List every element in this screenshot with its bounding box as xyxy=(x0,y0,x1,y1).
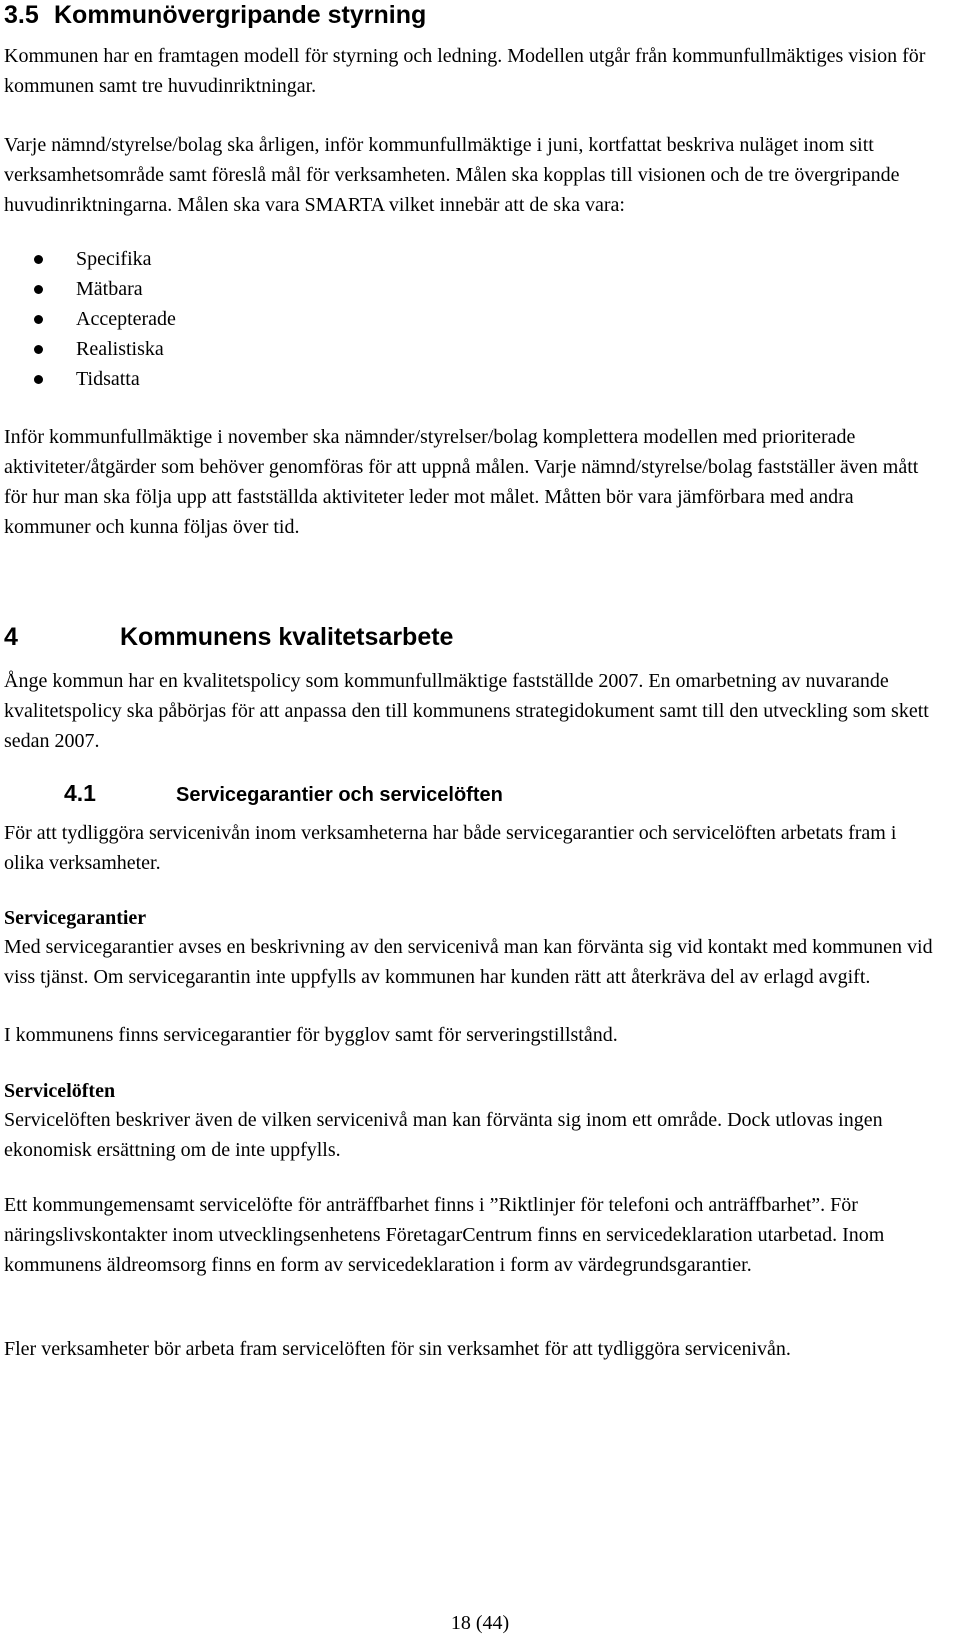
list-item: Specifika xyxy=(4,244,940,274)
bullet-icon xyxy=(34,285,43,294)
section-4-1-heading xyxy=(64,778,940,810)
section-4-1-number: 4.1 xyxy=(64,780,96,806)
section-3-5-title: Kommunövergripande styrning xyxy=(54,1,427,29)
bullet-icon xyxy=(34,345,43,354)
servicelöften-paragraph-2: Ett kommungemensamt servicelöfte för anträffbarhet finns i ”Riktlinjer för telefoni och anträffbarhet”. För näringslivskontakter inom utvecklingsenhetens FöretagarCentrum finns en servicedeklaration utarbetad. Inom kommunens äldreomsorg finns en form av servicedeklaration i form av värdegrundsgarantier. xyxy=(4,1194,885,1276)
bullet-icon xyxy=(34,375,43,384)
servicegarantier-paragraph-2: I kommunens finns servicegarantier för bygglov samt för serveringstillstånd. xyxy=(4,1024,618,1046)
section-4-paragraph-1: Ånge kommun har en kvalitetspolicy som kommunfullmäktige fastställde 2007. En omarbetning av nuvarande kvalitetspolicy ska påbörjas för att anpassa den till kommunens strategidokument samt till den utveckling som skett sedan 2007. xyxy=(4,670,929,752)
list-item: Tidsatta xyxy=(4,364,940,394)
list-item: Realistiska xyxy=(4,334,940,364)
section-4-heading xyxy=(4,622,940,652)
servicelöften-paragraph-1: Servicelöften beskriver även de vilken servicenivå man kan förvänta sig inom ett område. Dock utlovas ingen ekonomisk ersättning om de inte uppfylls. xyxy=(4,1109,883,1161)
section-4-1-title: Servicegarantier och servicelöften xyxy=(176,784,503,806)
section-4-title: Kommunens kvalitetsarbete xyxy=(120,623,454,651)
section-4-number: 4 xyxy=(4,623,18,651)
section-3-5-heading xyxy=(4,0,940,30)
servicelöften-paragraph-3: Fler verksamheter bör arbeta fram servicelöften för sin verksamhet för att tydliggöra servicenivån. xyxy=(4,1338,791,1360)
section-4-1-paragraph-1: För att tydliggöra servicenivån inom verksamheterna har både servicegarantier och servicelöften arbetats fram i olika verksamheter. xyxy=(4,822,897,874)
bullet-icon xyxy=(34,255,43,264)
servicegarantier-paragraph-1: Med servicegarantier avses en beskrivning av den servicenivå man kan förvänta sig vid kontakt med kommunen vid viss tjänst. Om servicegarantin inte uppfylls av kommunen har kunden rätt att återkräva del av erlagd avgift. xyxy=(4,936,933,988)
bullet-icon xyxy=(34,315,43,324)
smarta-list xyxy=(4,244,940,394)
section-3-5-paragraph-2: Varje nämnd/styrelse/bolag ska årligen, inför kommunfullmäktige i juni, kortfattat beskriva nuläget inom sitt verksamhetsområde samt föreslå mål för verksamheten. Målen ska kopplas till visionen och de tre övergripande huvudinriktningarna. Målen ska vara SMARTA vilket innebär att de ska vara: xyxy=(4,134,900,216)
page-number: 18 (44) xyxy=(450,1612,510,1634)
list-item: Accepterade xyxy=(4,304,940,334)
section-3-5-paragraph-3: Inför kommunfullmäktige i november ska nämnder/styrelser/bolag komplettera modellen med prioriterade aktiviteter/åtgärder som behöver genomföras för att uppnå målen. Varje nämnd/styrelse/bolag fastställer även mått för hur man ska följa upp att fastställda aktiviteter leder mot målet. Måtten bör vara jämförbara med andra kommuner och kunna följas över tid. xyxy=(4,426,919,538)
servicelöften-heading: Servicelöften xyxy=(4,1080,116,1102)
list-item: Mätbara xyxy=(4,274,940,304)
section-3-5-paragraph-1: Kommunen har en framtagen modell för styrning och ledning. Modellen utgår från kommunfullmäktiges vision för kommunen samt tre huvudinriktningar. xyxy=(4,45,926,97)
servicegarantier-heading: Servicegarantier xyxy=(4,907,147,929)
section-3-5-number: 3.5 xyxy=(4,1,39,29)
